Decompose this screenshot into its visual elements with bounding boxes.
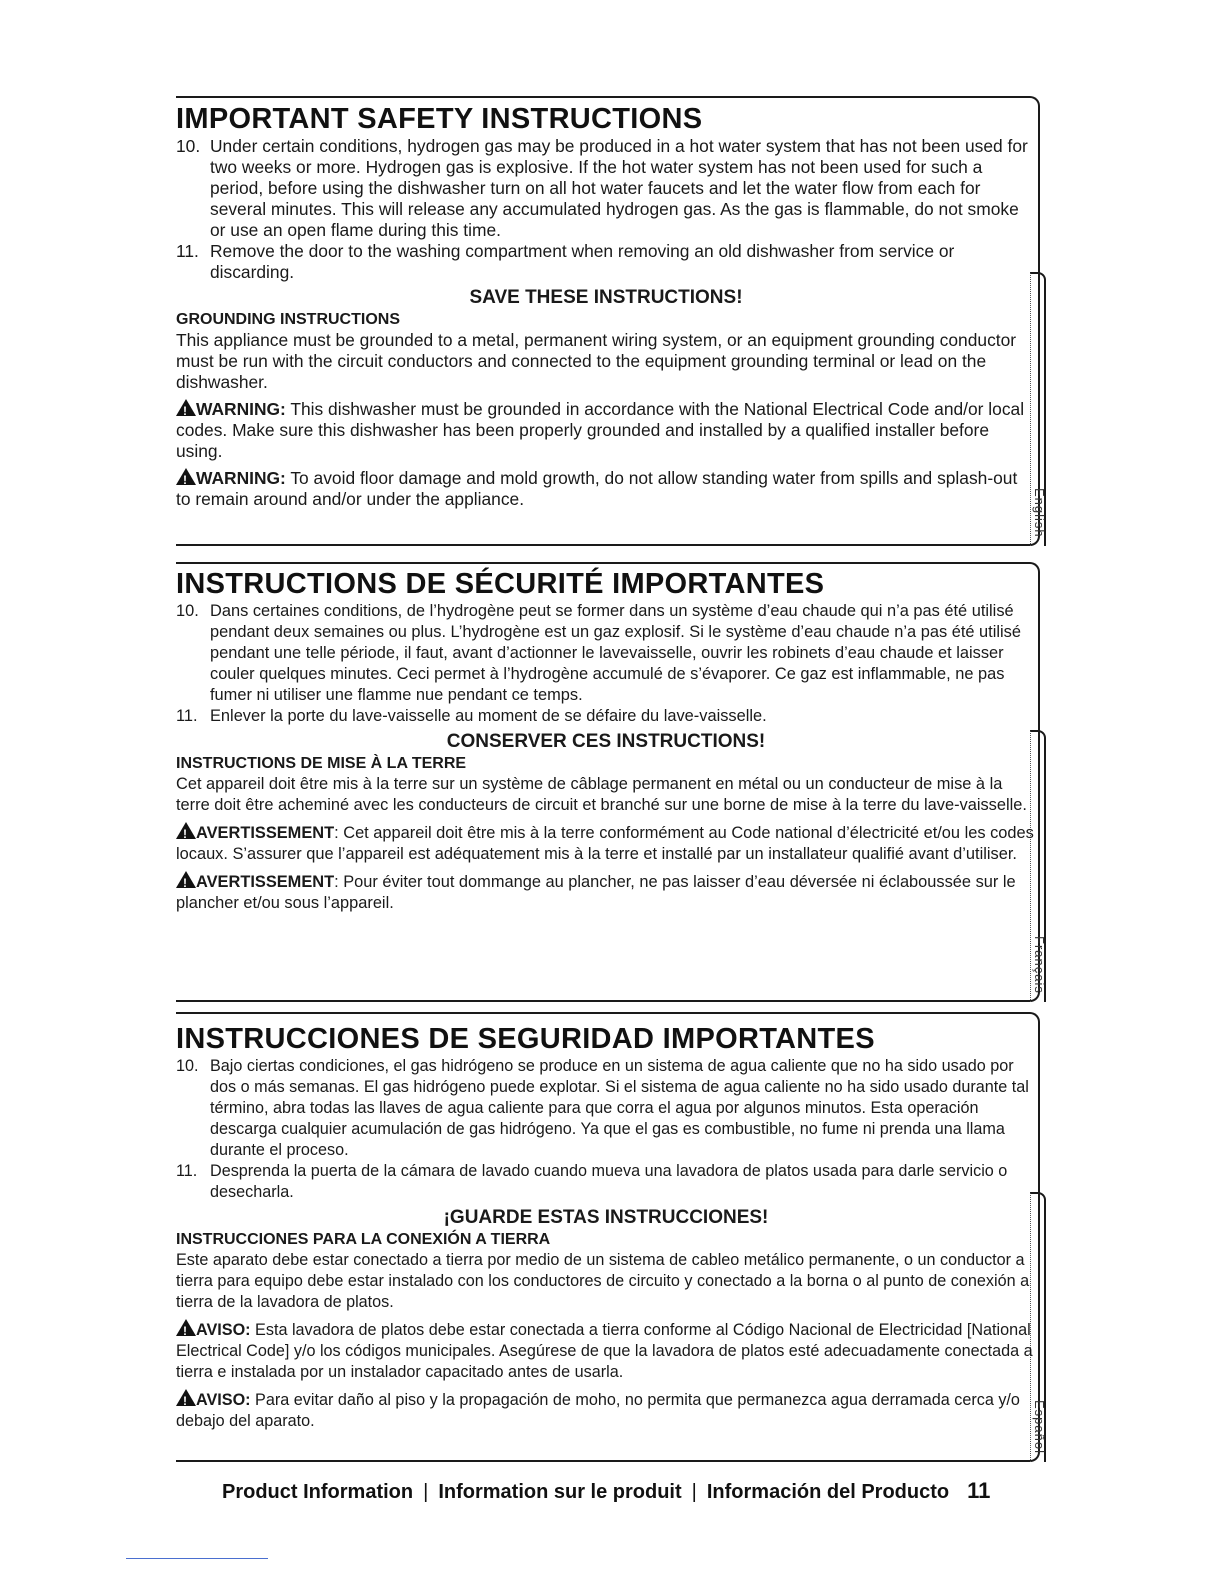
page-footer: [222, 1478, 990, 1504]
item-number: 10.: [176, 602, 199, 620]
warning-text: Para evitar daño al piso y la propagación de moho, no permita que permanezca agua derramada cerca y/o debajo del aparato.: [176, 1391, 1020, 1430]
french-grounding-heading: INSTRUCTIONS DE MISE À LA TERRE: [176, 755, 467, 772]
warning-icon: [176, 399, 196, 416]
spanish-warning-1: [176, 1319, 1036, 1383]
bottom-rule: [126, 1558, 268, 1559]
warning-label: AVERTISSEMENT: [196, 873, 335, 891]
warning-text: Esta lavadora de platos debe estar conectada a tierra conforme al Código Nacional de Electricidad [National Electrical Code] y/o los códigos municipales. Asegúrese de que la lavadora de platos esté adecuadamente conectada a tierra e instalada por un instalador capacitado antes de usarla.: [176, 1321, 1033, 1381]
spanish-item-10: [176, 1056, 1036, 1161]
footer-french: Information sur le produit: [438, 1481, 682, 1503]
french-section: [176, 567, 1036, 914]
french-item-11: [176, 706, 1036, 727]
warning-text: : Cet appareil doit être mis à la terre conformément au Code national d’électricité et/ou les codes locaux. S’assurer que l’appareil est adéquatement mis à la terre et installé par un installateur qualifié avant d’utiliser.: [176, 824, 1034, 863]
item-text: Under certain conditions, hydrogen gas may be produced in a hot water system that has not been used for two weeks or more. Hydrogen gas is explosive. If the hot water system has not been used for such a period, before using the dishwasher turn on all hot water faucets and let the water flow from each for several minutes. This will release any accumulated hydrogen gas. As the gas is flammable, do not smoke or use an open flame during this time.: [210, 136, 1028, 240]
item-text: Desprenda la puerta de la cámara de lavado cuando mueva una lavadora de platos usada para darle servicio o desecharla.: [210, 1162, 1008, 1201]
english-section: [176, 102, 1036, 510]
english-grounding-heading: GROUNDING INSTRUCTIONS: [176, 311, 400, 328]
warning-label: AVISO:: [196, 1321, 251, 1339]
french-grounding-text: Cet appareil doit être mis à la terre sur un système de câblage permanent en métal ou un conducteur de mise à la terre doit être acheminé avec les conducteurs de circuit et branché sur une borne de mise à la terre du lave-vaisselle.: [176, 775, 1027, 814]
warning-text: : Pour éviter tout dommange au plancher, ne pas laisser d’eau déversée ni éclaboussée sur le plancher et/ou sous l’appareil.: [176, 873, 1016, 912]
item-text: Dans certaines conditions, de l’hydrogène peut se former dans un système d’eau chaude qui n’a pas été utilisé pendant deux semaines ou plus. L’hydrogène est un gaz explosif. Si le système d’eau chaude n’a pas été utilisé pendant une telle période, il faut, avant d’actionner le lavevaisselle, ouvrir les robinets d’eau chaude et laisser couler quelques minutes. Ceci permet à l’hydrogène accumulé de s’évaporer. Ce gaz est inflammable, ne pas fumer ni utiliser une flamme nue pendant ce temps.: [210, 602, 1021, 704]
french-tab-label: Français: [1032, 936, 1047, 994]
item-text: Remove the door to the washing compartment when removing an old dishwasher from service or discarding.: [210, 241, 955, 282]
warning-icon: [176, 871, 196, 888]
warning-icon: [176, 468, 196, 485]
item-number: 11.: [176, 241, 199, 261]
warning-icon: [176, 822, 196, 839]
spanish-grounding-text: Este aparato debe estar conectado a tierra por medio de un sistema de cableo metálico permanente, o un conductor a tierra para equipo debe estar instalado con los conductores de circuito y conectado a la borna o al punto de conexión a tierra de la lavadora de platos.: [176, 1251, 1030, 1311]
spanish-grounding-heading: INSTRUCCIONES PARA LA CONEXIÓN A TIERRA: [176, 1231, 551, 1248]
warning-label: AVERTISSEMENT: [196, 824, 335, 842]
warning-text: To avoid floor damage and mold growth, do not allow standing water from spills and splash-out to remain around and/or under the appliance.: [176, 468, 1018, 509]
item-text: Enlever la porte du lave-vaisselle au moment de se défaire du lave-vaisselle.: [210, 707, 767, 725]
spanish-warning-2: [176, 1389, 1036, 1432]
english-title: IMPORTANT SAFETY INSTRUCTIONS: [176, 103, 703, 135]
page-number: 11: [967, 1478, 991, 1503]
footer-separator: |: [423, 1481, 429, 1503]
english-warning-2: [176, 468, 1036, 510]
english-warning-1: [176, 399, 1036, 462]
warning-label: WARNING:: [196, 468, 286, 488]
french-warning-2: [176, 871, 1036, 914]
french-save-instructions: CONSERVER CES INSTRUCTIONS!: [446, 731, 766, 752]
english-grounding-text: This appliance must be grounded to a metal, permanent wiring system, or an equipment grounding conductor must be run with the circuit conductors and connected to the equipment grounding terminal or lead on the dishwasher.: [176, 330, 1017, 392]
spanish-tab-label: Español: [1032, 1400, 1047, 1454]
spanish-section: [176, 1022, 1036, 1432]
item-text: Bajo ciertas condiciones, el gas hidrógeno se produce en un sistema de agua caliente que no ha sido usado por dos o más semanas. El gas hidrógeno puede explotar. Si el sistema de agua caliente no ha sido usado durante tal término, abra todas las llaves de agua caliente para que corra el agua por algunos minutos. Esta operación descarga cualquier acumulación de gas hidrógeno. Ya que el gas es combustible, no fume ni prenda una llama durante el proceso.: [210, 1057, 1029, 1159]
footer-separator: |: [691, 1481, 697, 1503]
footer-spanish: Información del Producto: [706, 1481, 950, 1503]
warning-label: WARNING:: [196, 399, 286, 419]
english-tab-label: English: [1032, 488, 1047, 538]
spanish-save-instructions: ¡GUARDE ESTAS INSTRUCCIONES!: [443, 1207, 769, 1228]
item-number: 10.: [176, 1057, 199, 1075]
spanish-title: INSTRUCCIONES DE SEGURIDAD IMPORTANTES: [176, 1023, 875, 1055]
item-number: 10.: [176, 136, 201, 156]
spanish-item-11: [176, 1161, 1036, 1203]
french-item-10: [176, 601, 1036, 706]
french-title: INSTRUCTIONS DE SÉCURITÉ IMPORTANTES: [176, 568, 825, 600]
english-save-instructions: SAVE THESE INSTRUCTIONS!: [469, 287, 743, 308]
french-warning-1: [176, 822, 1036, 865]
warning-label: AVISO:: [196, 1391, 251, 1409]
item-number: 11.: [176, 707, 198, 725]
warning-icon: [176, 1389, 196, 1406]
english-item-10: [176, 136, 1036, 241]
item-number: 11.: [176, 1162, 198, 1180]
footer-english: Product Information: [222, 1481, 414, 1503]
english-item-11: [176, 241, 1036, 283]
warning-text: This dishwasher must be grounded in accordance with the National Electrical Code and/or local codes. Make sure this dishwasher has been properly grounded and installed by a qualified installer before using.: [176, 399, 1025, 461]
warning-icon: [176, 1319, 196, 1336]
